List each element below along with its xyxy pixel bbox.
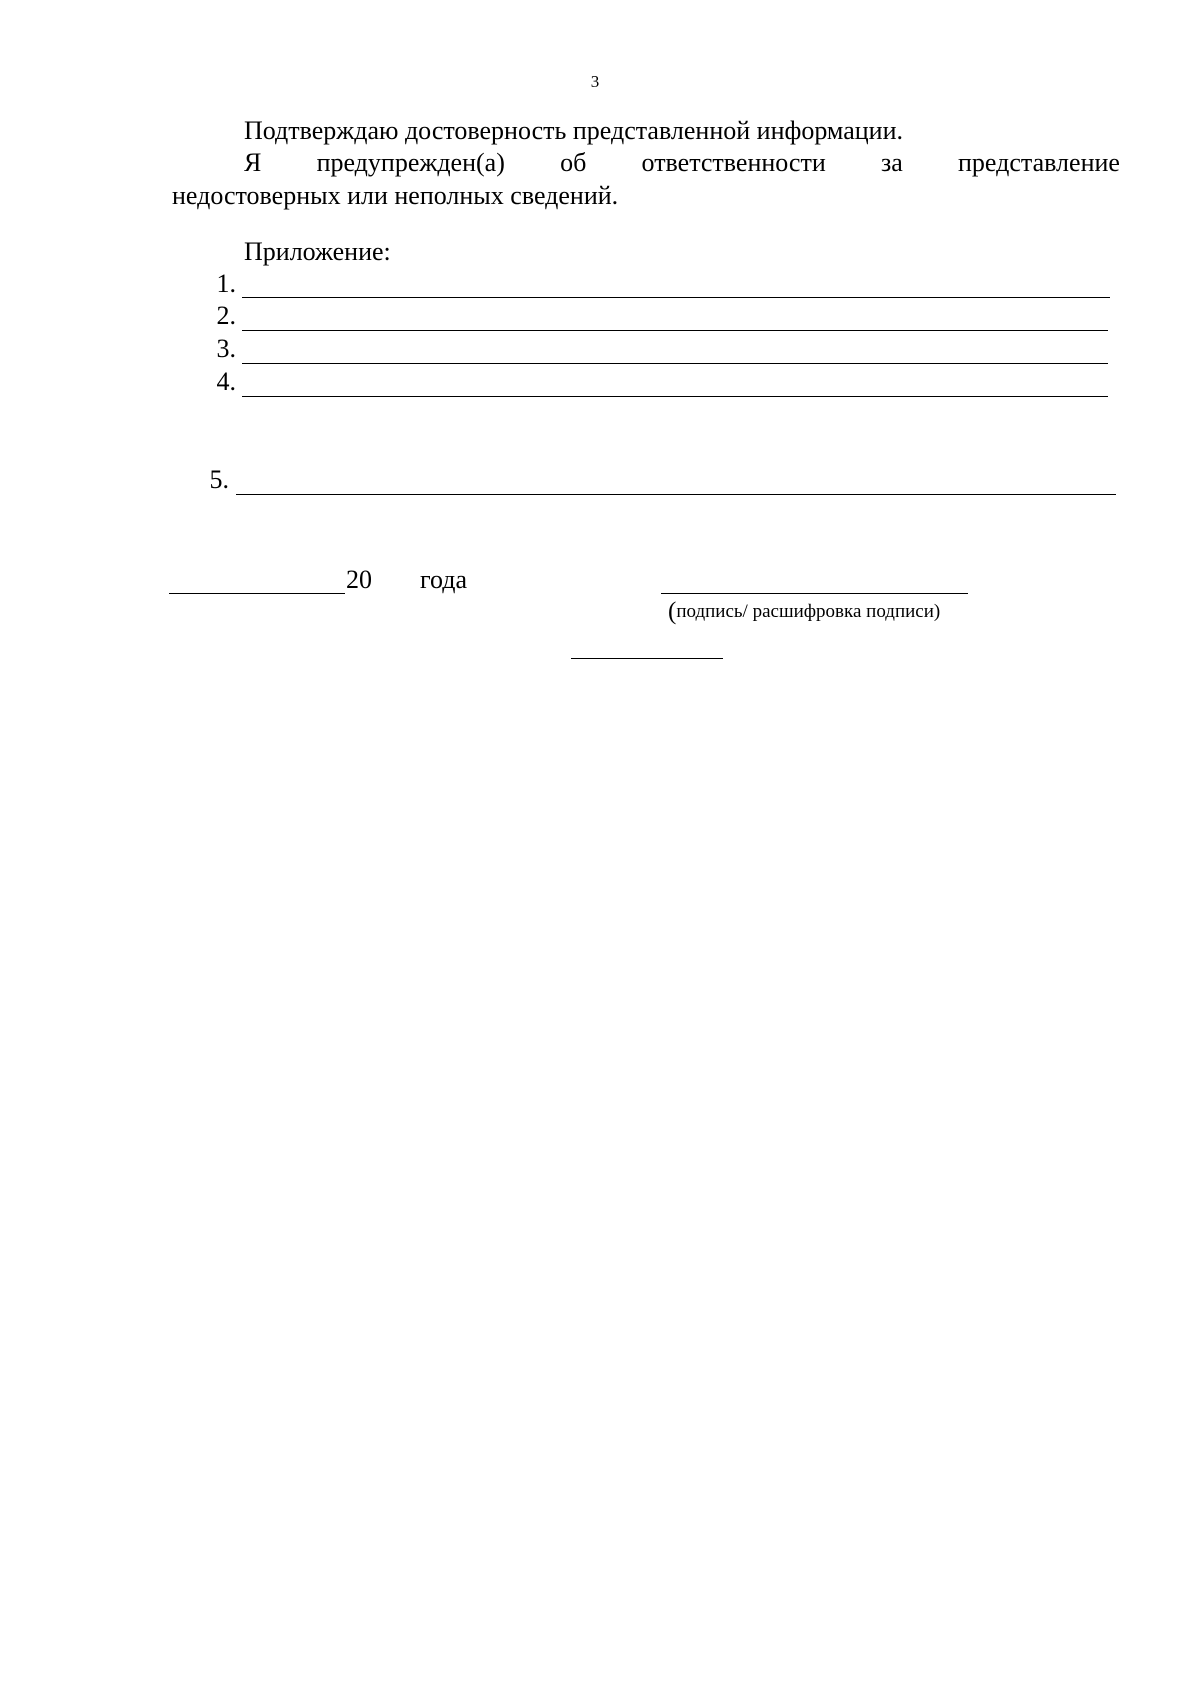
confirmation-line: Подтверждаю достоверность представленной информации. <box>244 116 903 145</box>
signature-caption-paren: ( <box>668 598 677 625</box>
warning-word: представление <box>958 148 1120 177</box>
signature-blank-line <box>661 593 968 594</box>
attachment-number: 3. <box>216 334 236 363</box>
warning-word: об <box>560 148 587 177</box>
attachment-blank-line <box>242 330 1108 331</box>
warning-word: ответственности <box>641 148 826 177</box>
date-blank-line <box>169 593 345 594</box>
attachment-number: 4. <box>216 367 236 396</box>
warning-word: за <box>880 148 903 177</box>
signature-caption <box>668 600 940 624</box>
attachment-number: 2. <box>216 301 236 330</box>
year-prefix: 20 <box>346 565 372 594</box>
attachment-blank-line <box>242 297 1110 298</box>
year-suffix: года <box>420 565 468 594</box>
separator-line <box>571 658 723 659</box>
signature-caption-text: подпись/ расшифровка подписи) <box>676 601 941 622</box>
attachment-blank-line <box>242 396 1108 397</box>
warning-continuation: недостоверных или неполных сведений. <box>172 181 619 210</box>
attachments-heading: Приложение: <box>244 237 391 266</box>
warning-word: предупрежден(а) <box>316 148 505 177</box>
warning-word: Я <box>244 148 262 177</box>
attachment-number: 5. <box>209 465 229 494</box>
page-number: 3 <box>590 72 600 91</box>
attachment-number: 1. <box>216 269 236 298</box>
attachment-blank-line <box>242 363 1108 364</box>
attachment-blank-line <box>236 494 1116 495</box>
warning-line <box>244 147 1120 179</box>
